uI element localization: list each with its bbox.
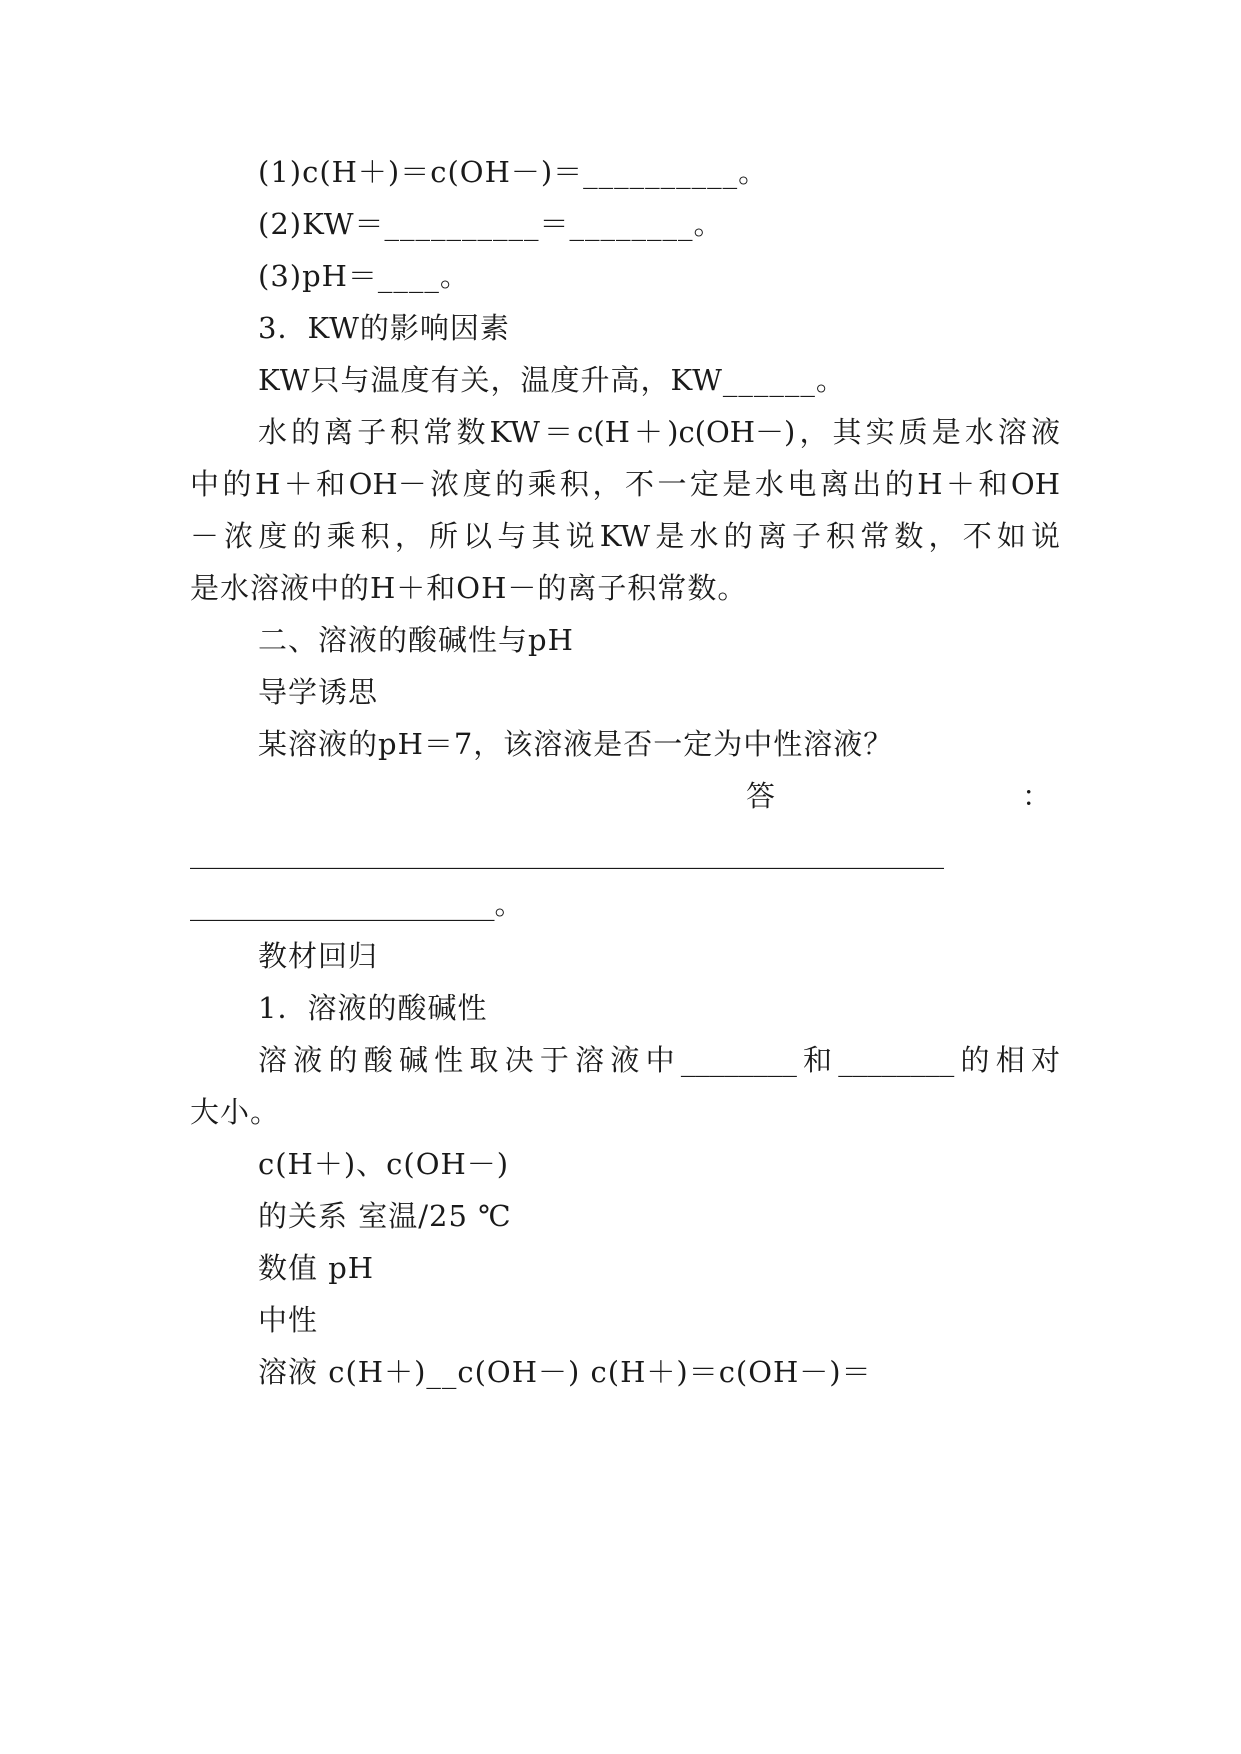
- answer-label: 答: [746, 779, 776, 813]
- paragraph-line-4: 是水溶液中的H＋和OH－的离子积常数。: [190, 571, 748, 605]
- table-row-1: c(H＋)、c(OH－): [258, 1147, 510, 1181]
- answer-blank-line-2: _____________________。: [190, 887, 524, 921]
- paragraph-line-1: 水的离子积常数KW＝c(H＋)c(OH－)，其实质是水溶液: [258, 415, 1060, 449]
- textbook-heading: 教材回归: [258, 939, 379, 973]
- blank-line-1: (1)c(H＋)＝c(OH－)＝__________。: [258, 155, 769, 189]
- section-heading-kw-factors: 3．KW的影响因素: [258, 311, 510, 345]
- guide-heading: 导学诱思: [258, 675, 379, 709]
- kw-temperature-line: KW只与温度有关，温度升高，KW______。: [258, 363, 846, 397]
- answer-blank-line-1: ____________________________________________________: [190, 835, 944, 869]
- blank-line-3: (3)pH＝____。: [258, 259, 470, 293]
- table-row-5: 溶液 c(H＋)__c(OH－) c(H＋)＝c(OH－)＝: [258, 1355, 872, 1389]
- question-line: 某溶液的pH＝7，该溶液是否一定为中性溶液？: [258, 727, 894, 761]
- table-row-2: 的关系 室温/25 ℃: [258, 1199, 512, 1233]
- section-heading-ph: 二、溶液的酸碱性与pH: [258, 623, 574, 657]
- subsection-heading-acidity: 1．溶液的酸碱性: [258, 991, 488, 1025]
- acidity-line-2: 大小。: [190, 1095, 281, 1129]
- paragraph-line-3: －浓度的乘积，所以与其说KW是水的离子积常数，不如说: [190, 519, 1060, 553]
- acidity-line-1: 溶液的酸碱性取决于溶液中________和________的相对: [258, 1043, 1060, 1077]
- table-row-3: 数值 pH: [258, 1251, 375, 1285]
- paragraph-line-2: 中的H＋和OH－浓度的乘积，不一定是水电离出的H＋和OH: [190, 467, 1060, 501]
- answer-colon: ：: [1022, 779, 1052, 813]
- blank-line-2: (2)KW＝__________＝________。: [258, 207, 724, 241]
- table-row-4: 中性: [258, 1303, 319, 1337]
